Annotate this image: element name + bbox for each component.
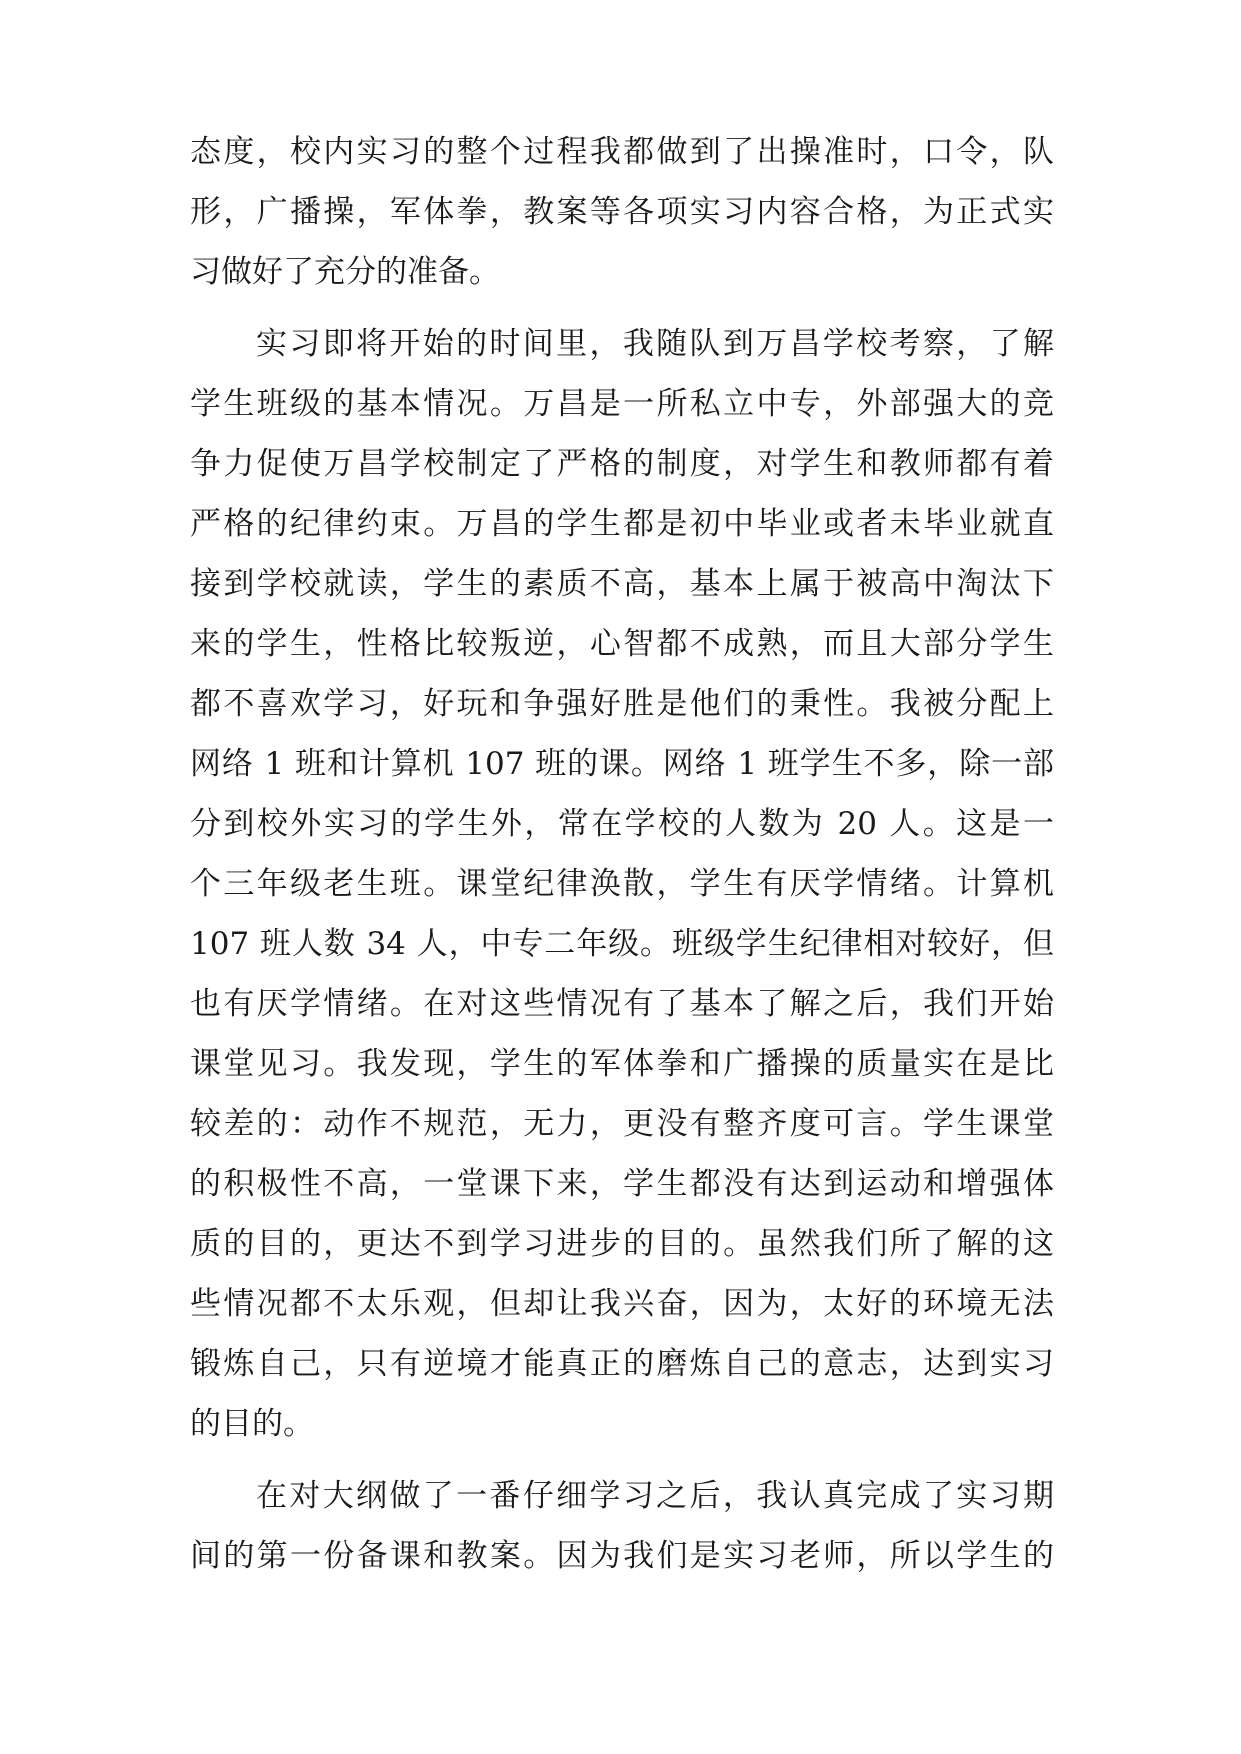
text-line: 实习即将开始的时间里，我随队到万昌学校考察，了解 xyxy=(256,326,1054,362)
text-line: 接到学校就读，学生的素质不高，基本上属于被高中淘汰下 xyxy=(190,566,1054,602)
text-line: 都不喜欢学习，好玩和争强好胜是他们的秉性。我被分配上 xyxy=(190,686,1054,722)
paragraph xyxy=(190,1466,1054,1586)
text-line: 分到校外实习的学生外，常在学校的人数为 20 人。这是一 xyxy=(190,806,1054,842)
text-line: 严格的纪律约束。万昌的学生都是初中毕业或者未毕业就直 xyxy=(190,506,1054,542)
text-line: 的积极性不高，一堂课下来，学生都没有达到运动和增强体 xyxy=(190,1166,1054,1202)
text-line: 107 班人数 34 人，中专二年级。班级学生纪律相对较好，但 xyxy=(190,926,1054,962)
text-line: 形，广播操，军体拳，教案等各项实习内容合格，为正式实 xyxy=(190,194,1054,230)
paragraph-spacing xyxy=(190,302,1054,314)
text-line: 个三年级老生班。课堂纪律涣散，学生有厌学情绪。计算机 xyxy=(190,866,1054,902)
text-line: 争力促使万昌学校制定了严格的制度，对学生和教师都有着 xyxy=(190,446,1054,482)
text-line: 质的目的，更达不到学习进步的目的。虽然我们所了解的这 xyxy=(190,1226,1054,1262)
text-line: 在对大纲做了一番仔细学习之后，我认真完成了实习期 xyxy=(256,1478,1054,1514)
paragraph xyxy=(190,122,1054,302)
text-line: 也有厌学情绪。在对这些情况有了基本了解之后，我们开始 xyxy=(190,986,1054,1022)
text-line: 来的学生，性格比较叛逆，心智都不成熟，而且大部分学生 xyxy=(190,626,1054,662)
text-line: 的目的。 xyxy=(190,1406,314,1442)
document-body xyxy=(190,122,1054,1586)
text-line: 习做好了充分的准备。 xyxy=(190,254,500,290)
text-line: 态度，校内实习的整个过程我都做到了出操准时，口令，队 xyxy=(190,134,1054,170)
text-line: 锻炼自己，只有逆境才能真正的磨炼自己的意志，达到实习 xyxy=(190,1346,1054,1382)
paragraph-spacing xyxy=(190,1454,1054,1466)
paragraph xyxy=(190,314,1054,1454)
text-line: 学生班级的基本情况。万昌是一所私立中专，外部强大的竞 xyxy=(190,386,1054,422)
text-line: 较差的：动作不规范，无力，更没有整齐度可言。学生课堂 xyxy=(190,1106,1054,1142)
text-line: 些情况都不太乐观，但却让我兴奋，因为，太好的环境无法 xyxy=(190,1286,1054,1322)
text-line: 间的第一份备课和教案。因为我们是实习老师，所以学生的 xyxy=(190,1538,1054,1574)
text-line: 网络 1 班和计算机 107 班的课。网络 1 班学生不多，除一部 xyxy=(190,746,1054,782)
text-line: 课堂见习。我发现，学生的军体拳和广播操的质量实在是比 xyxy=(190,1046,1054,1082)
